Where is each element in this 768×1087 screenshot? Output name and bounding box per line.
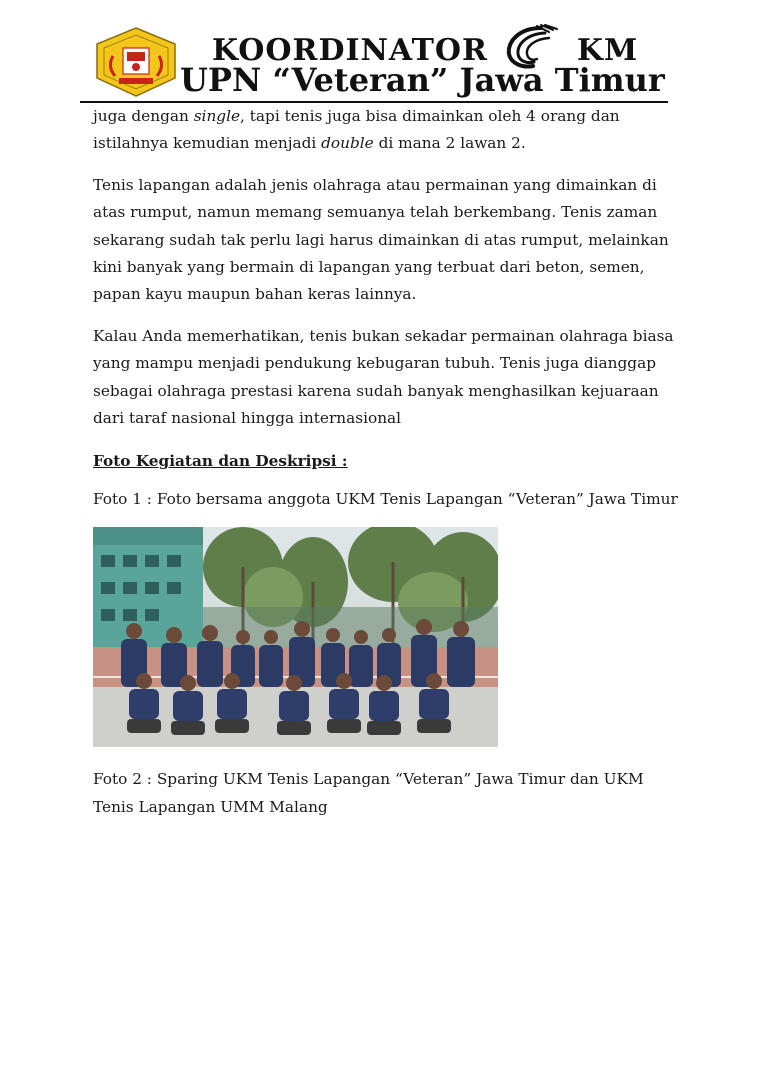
paragraph-1-text-c: di mana 2 lawan 2. (373, 134, 526, 153)
page-subtitle: UPN “Veteran” Jawa Timur (180, 61, 665, 99)
paragraph-1-emphasis-single: single (193, 107, 241, 125)
section-heading: Foto Kegiatan dan Deskripsi : (93, 452, 348, 471)
photo-1-caption: Foto 1 : Foto bersama anggota UKM Tenis Lapangan “Veteran” Jawa Timur (93, 489, 678, 508)
paragraph-2: Tenis lapangan adalah jenis olahraga atau permainan yang dimainkan di atas rumput, namun memang semuanya telah berkembang. Tenis zaman sekarang sudah tak perlu lagi harus dimainkan di atas rumput, melainkan kini banyak yang bermain di lapangan yang terbuat dari beton, semen, papan kayu maupun bahan keras lainnya. (93, 175, 669, 304)
university-seal-icon (93, 26, 179, 98)
page-header (0, 0, 768, 108)
group-photo-image (93, 527, 498, 747)
paragraph-3: Kalau Anda memerhatikan, tenis bukan sekadar permainan olahraga biasa yang mampu menjadi pendukung kebugaran tubuh. Tenis juga dianggap sebagai olahraga prestasi karena sudah banyak menghasilkan kejuaraan dari taraf nasional hingga internasional (93, 326, 674, 428)
photo-2-caption: Foto 2 : Sparing UKM Tenis Lapangan “Veteran” Jawa Timur dan UKM Tenis Lapangan UMM Malang (93, 770, 644, 816)
paragraph-1-text-b: , tapi tenis juga bisa dimainkan oleh 4 orang dan istilahnya kemudian menjadi (93, 107, 620, 153)
title-prefix: KOORDINATOR (212, 33, 488, 68)
paragraph-1-emphasis-double: double (321, 134, 374, 153)
paragraph-1 (93, 103, 678, 158)
document-body (93, 103, 678, 821)
paragraph-1-text-a: juga dengan (93, 107, 194, 125)
title-suffix: KM (576, 33, 639, 68)
